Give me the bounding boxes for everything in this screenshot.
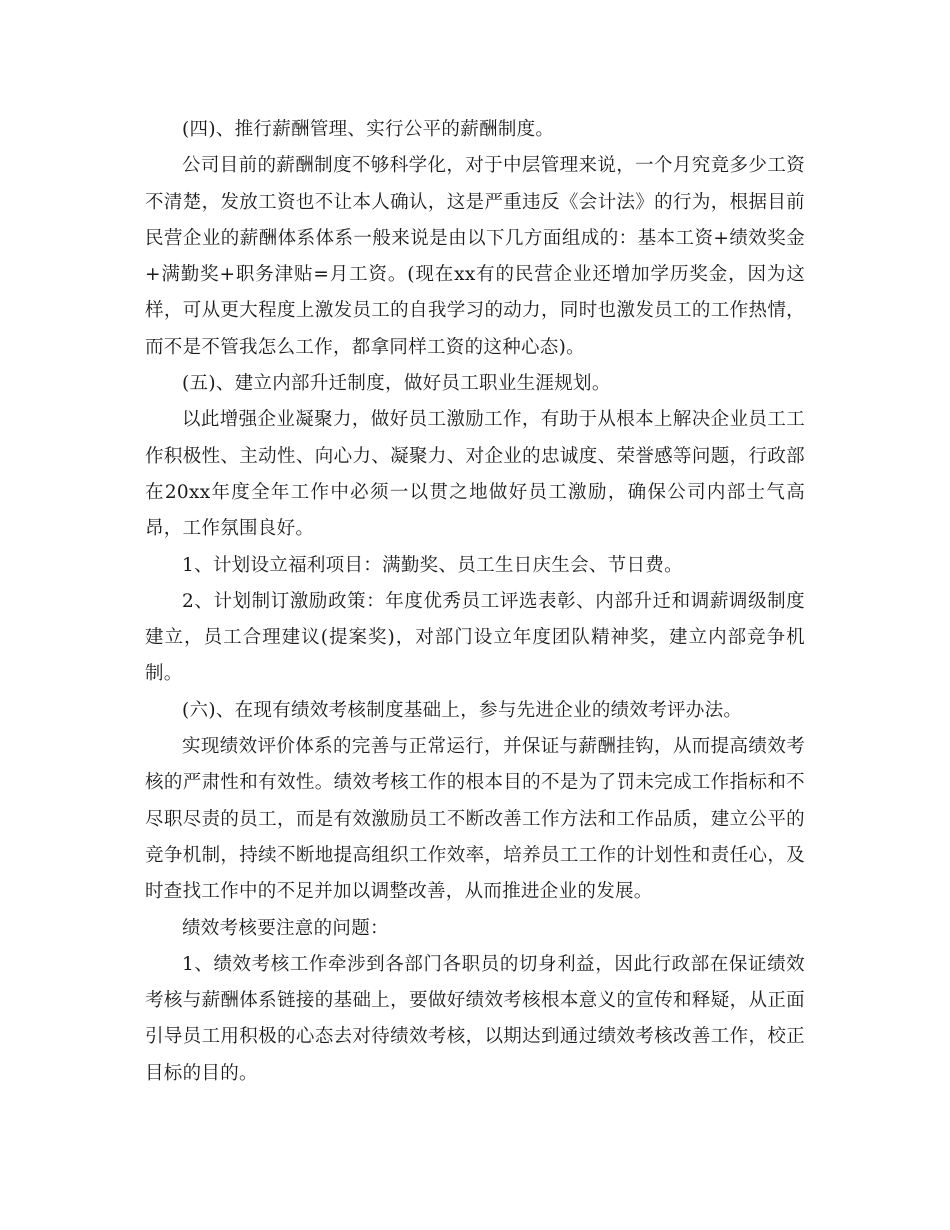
subheading: 绩效考核要注意的问题： [182, 917, 389, 939]
list-item: 2、计划制订激励政策：年度优秀员工评选表彰、内部升迁和调薪调级制度建立，员工合理建议(提案奖)，对部门设立年度团队精神奖，建立内部竞争机制。 [145, 590, 805, 685]
document-body [145, 112, 805, 1092]
body-paragraph: 公司目前的薪酬制度不够科学化，对于中层管理来说，一个月究竟多少工资不清楚，发放工资也不让本人确认，这是严重违反《会计法》的行为，根据目前民营企业的薪酬体系体系一般来说是由以下几方面组成的：基本工资+绩效奖金+满勤奖+职务津贴=月工资。(现在xx有的民营企业还增加学历奖金，因为这样，可从更大程度上激发员工的自我学习的动力，同时也激发员工的工作热情，而不是不管我怎么工作，都拿同样工资的这种心态)。 [145, 155, 805, 358]
section-heading-5: (五)、建立内部升迁制度，做好员工职业生涯规划。 [182, 373, 611, 395]
section-heading-6: (六)、在现有绩效考核制度基础上，参与先进企业的绩效考评办法。 [182, 699, 743, 721]
section-heading-4: (四)、推行薪酬管理、实行公平的薪酬制度。 [182, 119, 555, 140]
body-paragraph: 以此增强企业凝聚力，做好员工激励工作，有助于从根本上解决企业员工工作积极性、主动性、向心力、凝聚力、对企业的忠诚度、荣誉感等问题，行政部在20xx年度全年工作中必须一以贯之地做好员工激励，确保公司内部士气高昂，工作氛围良好。 [145, 409, 805, 540]
list-item: 1、计划设立福利项目：满勤奖、员工生日庆生会、节日费。 [182, 554, 683, 576]
list-item: 1、绩效考核工作牵涉到各部门各职员的切身利益，因此行政部在保证绩效考核与薪酬体系链接的基础上，要做好绩效考核根本意义的宣传和释疑，从正面引导员工用积极的心态去对待绩效考核，以期达到通过绩效考核改善工作，校正目标的目的。 [145, 953, 805, 1084]
body-paragraph: 实现绩效评价体系的完善与正常运行，并保证与薪酬挂钩，从而提高绩效考核的严肃性和有效性。绩效考核工作的根本目的不是为了罚未完成工作指标和不尽职尽责的员工，而是有效激励员工不断改善工作方法和工作品质，建立公平的竞争机制，持续不断地提高组织工作效率，培养员工工作的计划性和责任心，及时查找工作中的不足并加以调整改善，从而推进企业的发展。 [145, 736, 805, 903]
